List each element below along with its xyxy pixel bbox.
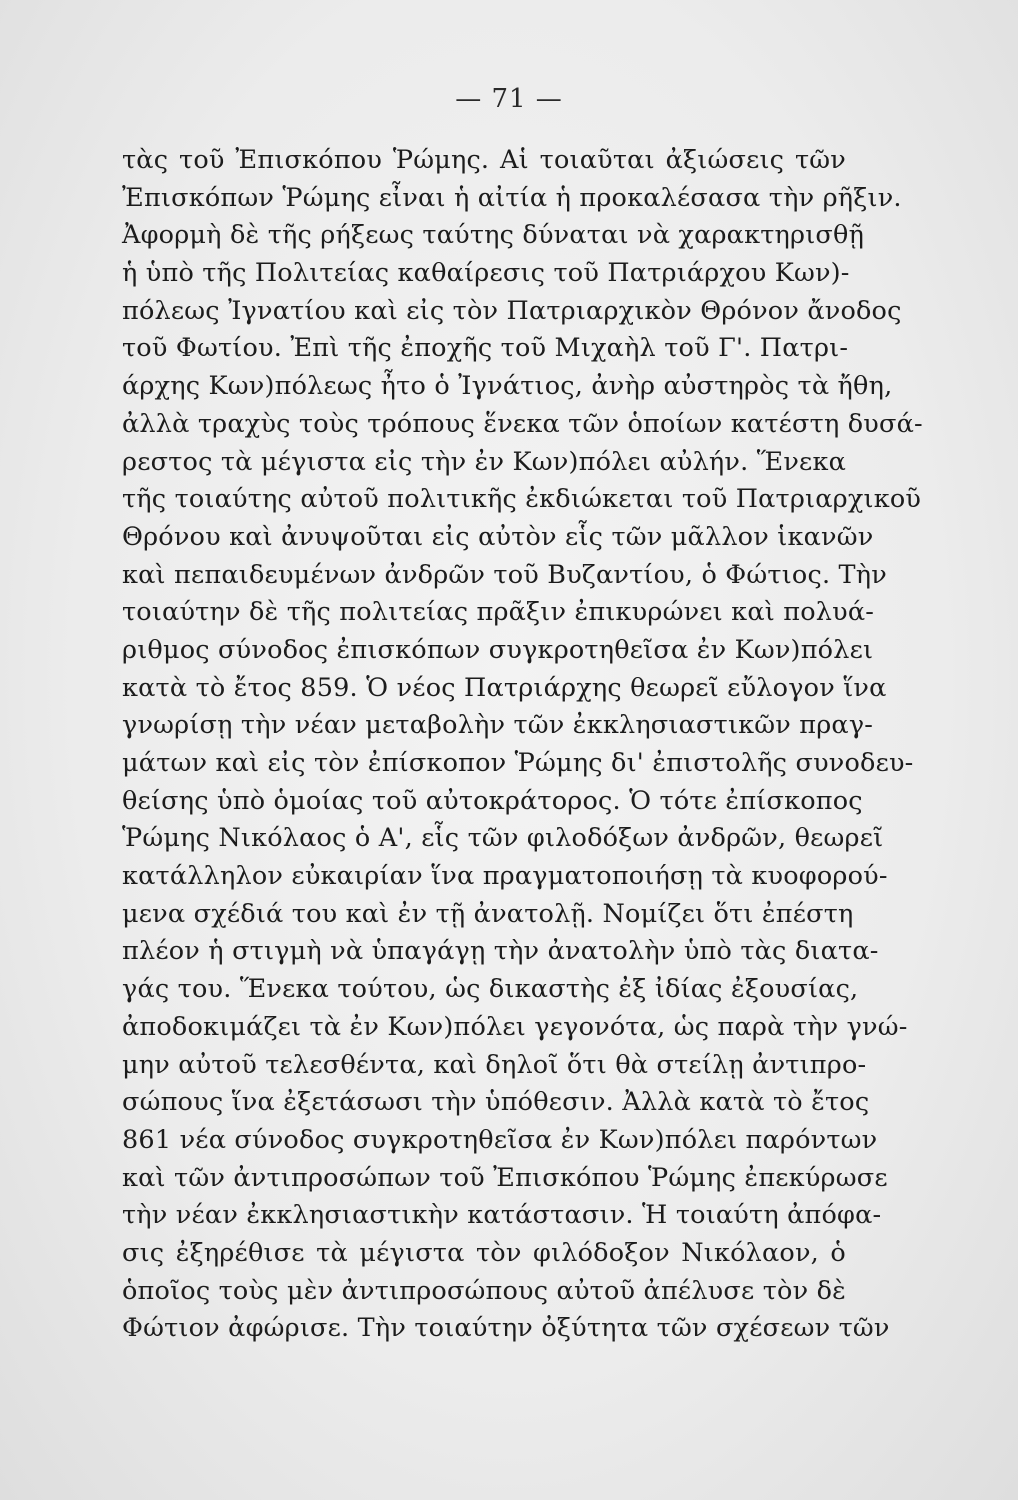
text-line: ἀποδοκιμάζει τὰ ἐν Κων)πόλει γεγονότα, ὡς παρὰ τὴν γνώ- xyxy=(122,1011,908,1042)
text-line: τοῦ Φωτίου. Ἐπὶ τῆς ἐποχῆς τοῦ Μιχαὴλ τοῦ Γ'. Πατρι- xyxy=(122,333,849,364)
text-line: μην αὐτοῦ τελεσθέντα, καὶ δηλοῖ ὅτι θὰ στείλῃ ἀντιπρο- xyxy=(122,1049,867,1080)
text-line: τὰς τοῦ Ἐπισκόπου Ῥώμης. Αἱ τοιαῦται ἀξιώσεις τῶν xyxy=(122,145,846,175)
text-line: άρχης Κων)πόλεως ἦτο ὁ Ἰγνάτιος, ἀνὴρ αὐστηρὸς τὰ ἤθη, xyxy=(122,371,893,402)
text-line: 861 νέα σύνοδος συγκροτηθεῖσα ἐν Κων)πόλει παρόντων xyxy=(122,1124,878,1155)
text-line: θείσης ὑπὸ ὁμοίας τοῦ αὐτοκράτορος. Ὁ τότε ἐπίσκοπος xyxy=(122,785,863,816)
text-line: μάτων καὶ εἰς τὸν ἐπίσκοπον Ῥώμης δι' ἐπιστολῆς συνοδευ- xyxy=(122,748,914,778)
text-line: ρεστος τὰ μέγιστα εἰς τὴν ἐν Κων)πόλει αὐλήν. Ἕνεκα xyxy=(122,446,846,477)
text-line: Ῥώμης Νικόλαος ὁ Α', εἷς τῶν φιλοδόξων ἀνδρῶν, θεωρεῖ xyxy=(122,823,884,854)
text-line: τὴν νέαν ἐκκλησιαστικὴν κατάστασιν. Ἡ τοιαύτη ἀπόφα- xyxy=(122,1200,882,1231)
text-line: Ἐπισκόπων Ῥώμης εἶναι ἡ αἰτία ἡ προκαλέσασα τὴν ρῆξιν. xyxy=(122,182,902,213)
text-line: μενα σχέδιά του καὶ ἐν τῇ ἀνατολῇ. Νομίζει ὅτι ἐπέστη xyxy=(122,898,854,929)
page-number: — 71 — xyxy=(455,84,563,114)
text-line: καὶ τῶν ἀντιπροσώπων τοῦ Ἐπισκόπου Ῥώμης ἐπεκύρωσε xyxy=(122,1162,888,1193)
text-line: καὶ πεπαιδευμένων ἀνδρῶν τοῦ Βυζαντίου, ὁ Φώτιος. Τὴν xyxy=(122,559,887,590)
body-text xyxy=(122,142,923,1348)
text-line: Φώτιον ἀφώρισε. Τὴν τοιαύτην ὀξύτητα τῶν σχέσεων τῶν xyxy=(122,1313,890,1344)
text-line: ὁποῖος τοὺς μὲν ἀντιπροσώπους αὐτοῦ ἀπέλυσε τὸν δὲ xyxy=(122,1275,847,1306)
text-line: ἀλλὰ τραχὺς τοὺς τρόπους ἕνεκα τῶν ὁποίων κατέστη δυσά- xyxy=(122,408,923,439)
text-line: σις ἐξηρέθισε τὰ μέγιστα τὸν φιλόδοξον Νικόλαον, ὁ xyxy=(122,1237,846,1268)
text-line: γάς του. Ἕνεκα τούτου, ὡς δικαστὴς ἐξ ἰδίας ἐξουσίας, xyxy=(122,974,859,1005)
text-line: σώπους ἵνα ἐξετάσωσι τὴν ὑπόθεσιν. Ἀλλὰ κατὰ τὸ ἔτος xyxy=(122,1087,870,1118)
text-line: τοιαύτην δὲ τῆς πολιτείας πρᾶξιν ἐπικυρώνει καὶ πολυά- xyxy=(122,597,875,628)
text-line: ριθμος σύνοδος ἐπισκόπων συγκροτηθεῖσα ἐν Κων)πόλει xyxy=(122,634,874,665)
text-line: ἡ ὑπὸ τῆς Πολιτείας καθαίρεσις τοῦ Πατριάρχου Κων)- xyxy=(122,258,850,289)
text-line: κατάλληλον εὐκαιρίαν ἵνα πραγματοποιήσῃ τὰ κυοφορού- xyxy=(122,861,888,892)
text-line: τῆς τοιαύτης αὐτοῦ πολιτικῆς ἐκδιώκεται τοῦ Πατριαρχικοῦ xyxy=(122,484,922,515)
text-line: πλέον ἡ στιγμὴ νὰ ὑπαγάγῃ τὴν ἀνατολὴν ὑπὸ τὰς διατα- xyxy=(122,936,879,967)
text-line: κατὰ τὸ ἔτος 859. Ὁ νέος Πατριάρχης θεωρεῖ εὔλογον ἵνα xyxy=(122,672,887,703)
text-line: Ἀφορμὴ δὲ τῆς ρήξεως ταύτης δύναται νὰ χαρακτηρισθῇ xyxy=(122,220,865,251)
text-line: Θρόνου καὶ ἀνυψοῦται εἰς αὐτὸν εἷς τῶν μᾶλλον ἱκανῶν xyxy=(122,521,874,552)
text-line: γνωρίσῃ τὴν νέαν μεταβολὴν τῶν ἐκκλησιαστικῶν πραγ- xyxy=(122,710,874,741)
text-line: πόλεως Ἰγνατίου καὶ εἰς τὸν Πατριαρχικὸν Θρόνον ἄνοδος xyxy=(122,295,902,326)
